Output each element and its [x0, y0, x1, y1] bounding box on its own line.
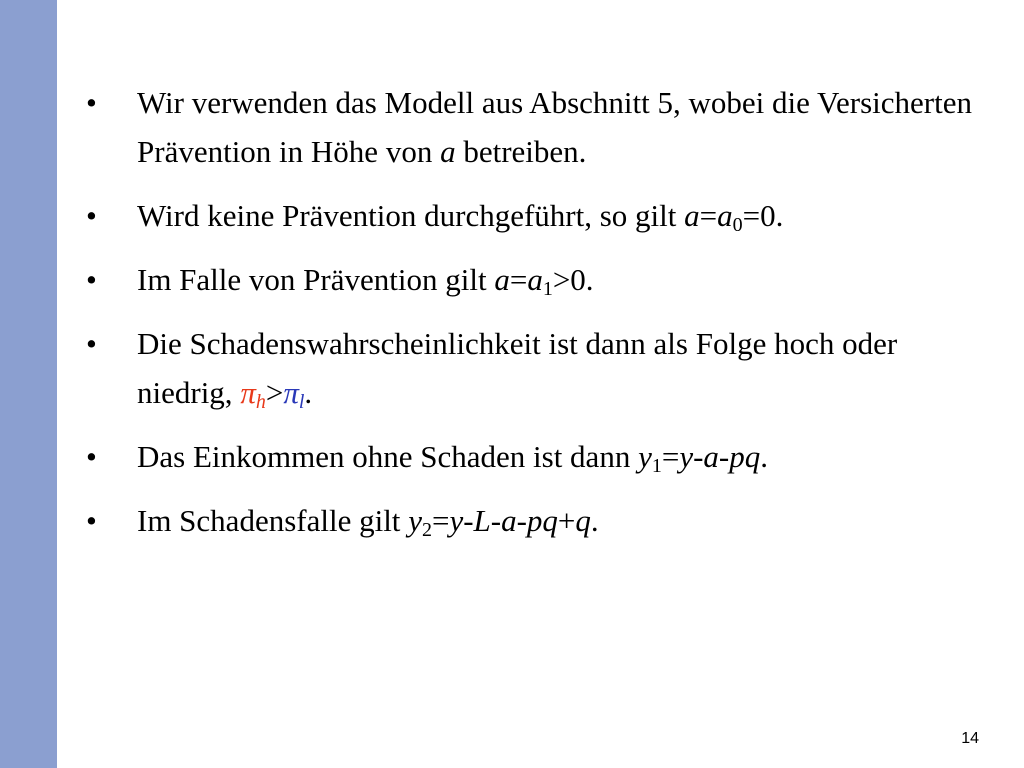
bullet-tail: . — [760, 439, 768, 474]
math-subscript-l: l — [298, 391, 305, 413]
bullet-tail: =0. — [742, 198, 784, 233]
math-var-a: a — [440, 134, 456, 169]
math-plus: + — [557, 503, 576, 538]
math-pi-l: π — [283, 375, 299, 410]
math-equals: = — [661, 439, 680, 474]
math-var-q: q — [575, 503, 591, 538]
math-greater-than: > — [265, 375, 284, 410]
math-pi-h: π — [240, 375, 256, 410]
bullet-item-damage-case — [86, 496, 996, 545]
math-subscript: 1 — [651, 455, 662, 477]
math-equals: = — [699, 198, 718, 233]
math-var-a: a — [684, 198, 700, 233]
math-expression: y-a-pq — [679, 439, 761, 474]
math-equals: = — [509, 262, 528, 297]
math-var-a: a — [527, 262, 543, 297]
math-subscript: 2 — [421, 519, 432, 541]
math-equals: = — [431, 503, 450, 538]
math-var-y: y — [638, 439, 652, 474]
bullet-tail: betreiben. — [455, 134, 587, 169]
math-var-a: a — [717, 198, 733, 233]
page-number: 14 — [961, 730, 979, 747]
math-var-a: a — [494, 262, 510, 297]
bullet-item-prevention — [86, 255, 996, 304]
math-var-y: y — [408, 503, 422, 538]
bullet-tail: >0. — [552, 262, 594, 297]
bullet-dot: • — [86, 262, 97, 297]
bullet-dot: • — [86, 326, 97, 361]
bullet-tail: . — [590, 503, 599, 538]
bullet-list — [86, 78, 996, 560]
bullet-item-probability — [86, 319, 996, 417]
math-subscript: 0 — [732, 214, 743, 236]
sidebar-accent-bar — [0, 0, 57, 768]
bullet-text: Wir verwenden das Modell aus Abschnitt 5, wobei die Versicherten Prävention in Höhe von — [137, 85, 972, 169]
bullet-text: Die Schadenswahrscheinlichkeit ist dann als Folge hoch oder niedrig, — [137, 326, 898, 410]
bullet-dot: • — [86, 439, 97, 474]
math-expression: y-L-a-pq — [449, 503, 558, 538]
bullet-text: Im Schadensfalle gilt — [137, 503, 409, 538]
bullet-text: Im Falle von Prävention gilt — [137, 262, 495, 297]
bullet-dot: • — [86, 85, 97, 120]
bullet-text: Wird keine Prävention durchgeführt, so gilt — [137, 198, 685, 233]
bullet-tail: . — [304, 375, 313, 410]
bullet-item-no-prevention — [86, 191, 996, 240]
bullet-item-income-no-damage — [86, 432, 996, 481]
bullet-item-model — [86, 78, 996, 176]
bullet-dot: • — [86, 198, 97, 233]
bullet-text: Das Einkommen ohne Schaden ist dann — [137, 439, 639, 474]
math-subscript: 1 — [542, 278, 553, 300]
math-subscript-h: h — [255, 391, 266, 413]
bullet-dot: • — [86, 503, 97, 538]
